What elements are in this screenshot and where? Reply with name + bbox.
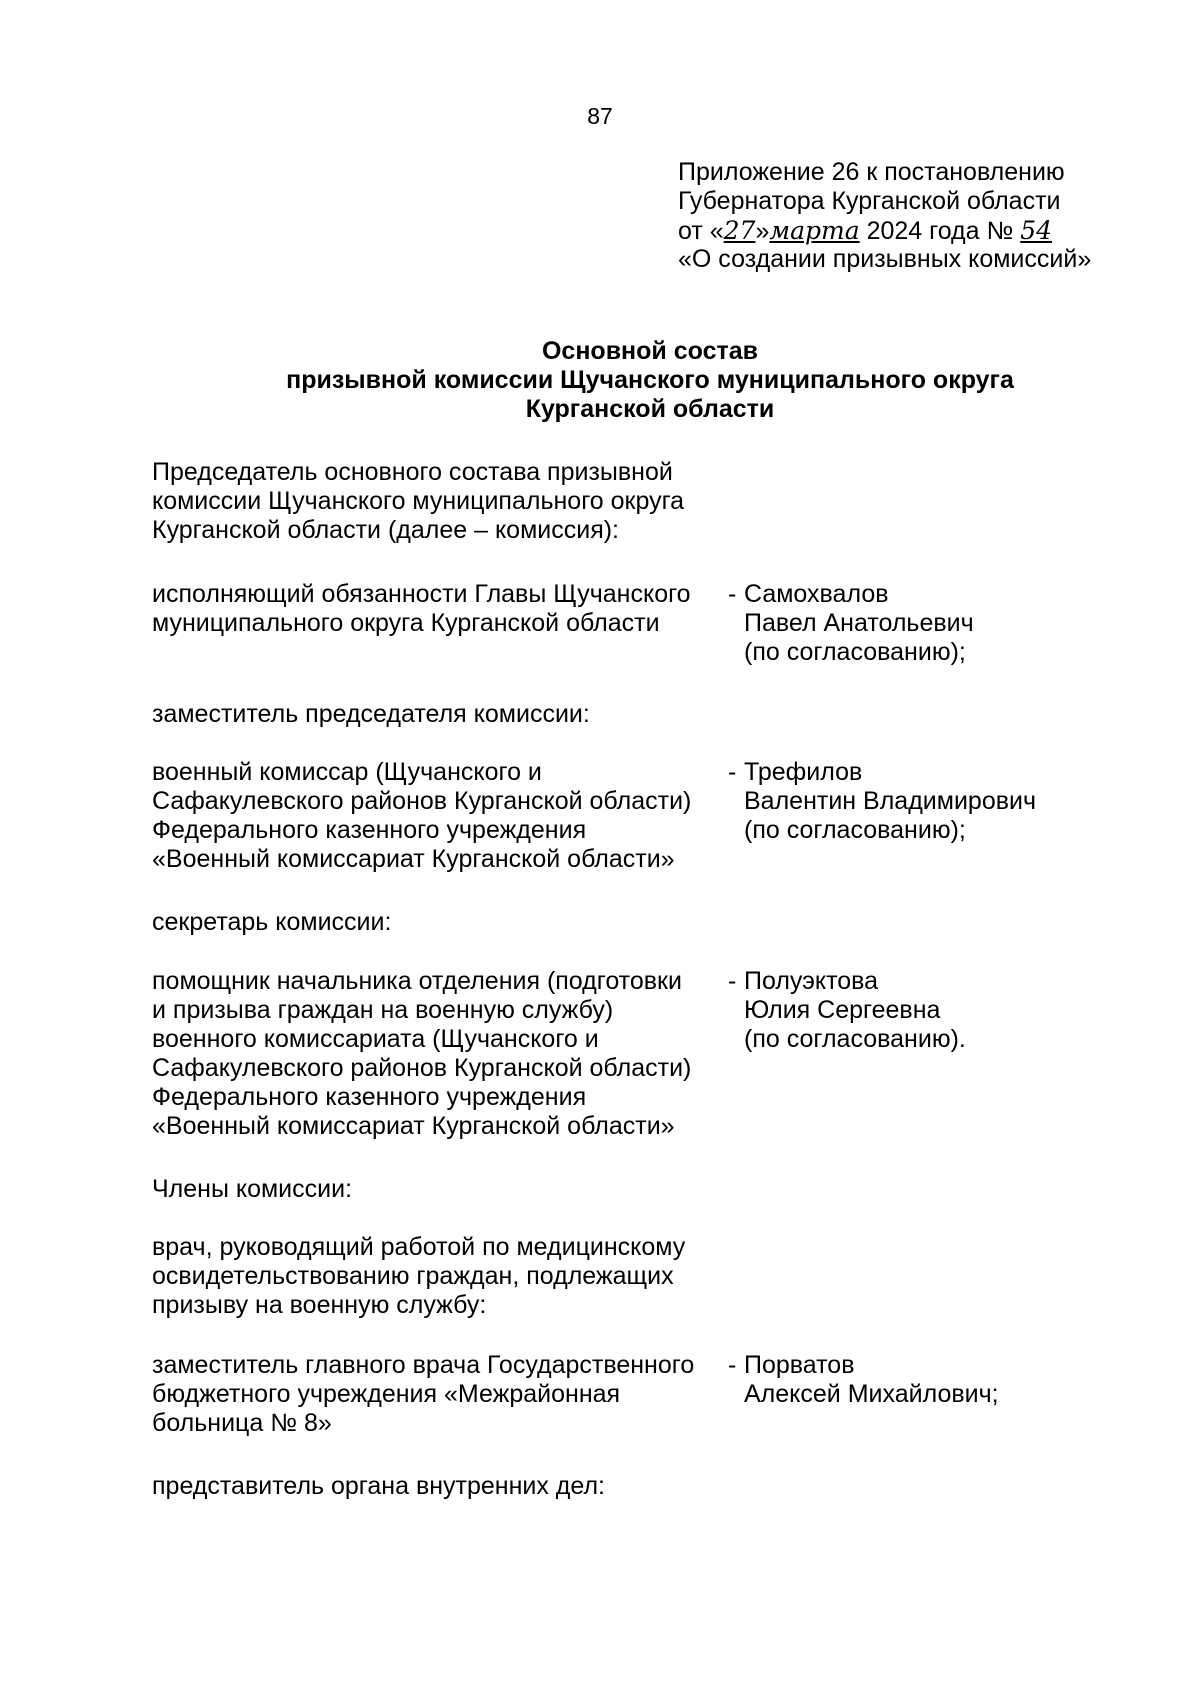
handwritten-day: 27 — [723, 216, 756, 245]
handwritten-month: марта — [769, 216, 860, 245]
chairman-heading-line: Председатель основного состава призывной — [152, 458, 673, 486]
position-line: помощник начальника отделения (подготовки — [152, 967, 682, 995]
position-line: военный комиссар (Щучанского и — [152, 758, 542, 786]
person-line: (по согласованию). — [744, 1025, 966, 1053]
deputy-label: заместитель председателя комиссии: — [152, 700, 590, 728]
appendix-line: «О создании призывных комиссий» — [678, 245, 1092, 273]
position-line: Федерального казенного учреждения — [152, 816, 587, 844]
position-line: «Военный комиссариат Курганской области» — [152, 845, 675, 873]
appendix-line: Губернатора Курганской области — [678, 187, 1061, 215]
member-person — [744, 580, 1144, 667]
person-line: Павел Анатольевич — [744, 609, 974, 637]
page-number: 87 — [587, 103, 613, 129]
person-line: Полуэктова — [744, 967, 879, 995]
member-dash: - — [728, 758, 737, 786]
appendix-line: Приложение 26 к постановлению — [678, 158, 1065, 186]
person-line: Валентин Владимирович — [744, 787, 1036, 815]
chairman-heading-line: Курганской области (далее – комиссия): — [152, 516, 620, 544]
position-line: исполняющий обязанности Главы Щучанского — [152, 580, 691, 608]
member-dash: - — [728, 967, 737, 995]
handwritten-number: 54 — [1020, 216, 1053, 245]
position-line: Сафакулевского районов Курганской области) — [152, 787, 692, 815]
person-line: Самохвалов — [744, 580, 889, 608]
doctor-label-line: врач, руководящий работой по медицинскому — [152, 1233, 686, 1261]
member-position — [152, 580, 732, 638]
title-line: Курганской области — [525, 395, 775, 423]
person-line: Юлия Сергеевна — [744, 996, 941, 1024]
date-prefix: от « — [678, 217, 724, 245]
appendix-header — [678, 158, 1178, 274]
position-line: и призыва граждан на военную службу) — [152, 996, 614, 1024]
chairman-heading-line: комиссии Щучанского муниципального округа — [152, 487, 685, 515]
member-person — [744, 1351, 1144, 1409]
position-line: заместитель главного врача Государственного — [152, 1351, 695, 1379]
position-line: больница № 8» — [152, 1409, 332, 1437]
title-line: призывной комиссии Щучанского муниципального округа — [286, 366, 1014, 394]
position-line: бюджетного учреждения «Межрайонная — [152, 1380, 621, 1408]
member-person — [744, 967, 1144, 1054]
person-line: (по согласованию); — [744, 816, 966, 844]
document-title — [0, 337, 1200, 424]
title-line: Основной состав — [541, 337, 759, 365]
person-line: Порватов — [744, 1351, 855, 1379]
position-line: Сафакулевского районов Курганской области) — [152, 1054, 692, 1082]
member-position — [152, 758, 732, 874]
chairman-heading — [152, 458, 752, 545]
person-line: Трефилов — [744, 758, 863, 786]
doctor-label-line: призыву на военную службу: — [152, 1291, 487, 1319]
member-dash: - — [728, 1351, 737, 1379]
police-label: представитель органа внутренних дел: — [152, 1472, 606, 1500]
date-year: 2024 года № — [859, 217, 1021, 245]
doctor-label — [152, 1233, 732, 1320]
person-line: Алексей Михайлович; — [744, 1380, 999, 1408]
position-line: муниципального округа Курганской области — [152, 609, 660, 637]
member-dash: - — [728, 580, 737, 608]
member-position — [152, 1351, 732, 1438]
members-label: Члены комиссии: — [152, 1175, 353, 1203]
position-line: «Военный комиссариат Курганской области» — [152, 1112, 675, 1140]
date-mid: » — [755, 217, 770, 245]
doctor-label-line: освидетельствованию граждан, подлежащих — [152, 1262, 674, 1290]
member-position — [152, 967, 732, 1141]
member-person — [744, 758, 1144, 845]
person-line: (по согласованию); — [744, 638, 966, 666]
secretary-label: секретарь комиссии: — [152, 908, 392, 936]
appendix-date-line — [678, 216, 1178, 245]
position-line: Федерального казенного учреждения — [152, 1083, 587, 1111]
position-line: военного комиссариата (Щучанского и — [152, 1025, 599, 1053]
